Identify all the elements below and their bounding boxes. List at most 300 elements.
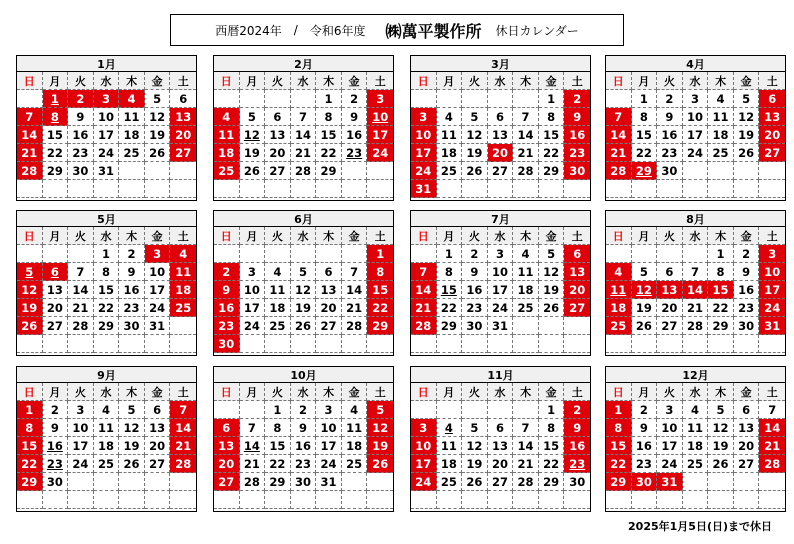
month-title: 4月 bbox=[606, 56, 785, 72]
day-cell bbox=[462, 455, 488, 473]
empty-cell bbox=[437, 180, 463, 198]
weekday-header: 日 bbox=[214, 72, 240, 90]
day-cell bbox=[462, 126, 488, 144]
month-day-grid bbox=[411, 383, 590, 509]
day-number: 27 bbox=[218, 474, 235, 489]
day-number: 10 bbox=[415, 438, 432, 453]
empty-cell bbox=[606, 491, 632, 509]
day-cell bbox=[564, 126, 590, 144]
empty-cell bbox=[759, 180, 785, 198]
day-number: 26 bbox=[738, 145, 755, 160]
weekday-header: 水 bbox=[291, 383, 317, 401]
day-number: 30 bbox=[218, 336, 235, 351]
day-cell bbox=[411, 281, 437, 299]
day-number: 28 bbox=[243, 474, 260, 489]
day-number: 23 bbox=[738, 300, 755, 315]
day-number: 19 bbox=[543, 282, 560, 297]
weekday-header: 土 bbox=[170, 383, 196, 401]
weekday-header: 日 bbox=[411, 227, 437, 245]
day-number: 9 bbox=[470, 264, 479, 279]
day-number: 15 bbox=[635, 127, 652, 142]
empty-cell bbox=[683, 473, 709, 491]
day-number: 7 bbox=[298, 109, 307, 124]
day-number: 29 bbox=[269, 474, 286, 489]
day-number: 24 bbox=[72, 456, 89, 471]
day-cell bbox=[214, 126, 240, 144]
day-number: 13 bbox=[491, 438, 508, 453]
day-number: 20 bbox=[149, 438, 166, 453]
day-number: 9 bbox=[573, 420, 582, 435]
day-cell bbox=[513, 126, 539, 144]
day-number: 18 bbox=[610, 300, 627, 315]
month-day-grid bbox=[214, 383, 393, 509]
empty-cell bbox=[240, 491, 266, 509]
day-number: 28 bbox=[517, 163, 534, 178]
day-cell bbox=[734, 455, 760, 473]
day-cell bbox=[488, 263, 514, 281]
day-cell bbox=[437, 299, 463, 317]
day-number: 2 bbox=[127, 246, 136, 261]
empty-cell bbox=[145, 180, 171, 198]
day-number: 25 bbox=[123, 145, 140, 160]
day-number: 7 bbox=[25, 109, 34, 124]
day-number: 19 bbox=[123, 438, 140, 453]
day-number: 19 bbox=[635, 300, 652, 315]
day-cell bbox=[43, 473, 69, 491]
day-cell bbox=[632, 281, 658, 299]
day-number: 9 bbox=[50, 420, 59, 435]
day-cell bbox=[342, 90, 368, 108]
day-cell bbox=[539, 126, 565, 144]
day-number: 27 bbox=[491, 474, 508, 489]
day-cell bbox=[632, 473, 658, 491]
day-cell bbox=[606, 299, 632, 317]
empty-cell bbox=[119, 335, 145, 353]
day-number: 28 bbox=[415, 318, 432, 333]
empty-cell bbox=[462, 180, 488, 198]
day-cell bbox=[539, 144, 565, 162]
weekday-header: 日 bbox=[606, 72, 632, 90]
day-number: 17 bbox=[415, 456, 432, 471]
day-number: 21 bbox=[764, 438, 781, 453]
day-cell bbox=[43, 281, 69, 299]
day-cell bbox=[437, 144, 463, 162]
day-cell bbox=[43, 455, 69, 473]
weekday-header: 金 bbox=[539, 227, 565, 245]
day-number: 16 bbox=[294, 438, 311, 453]
day-number: 9 bbox=[665, 109, 674, 124]
day-cell bbox=[68, 299, 94, 317]
day-cell bbox=[119, 90, 145, 108]
day-number: 13 bbox=[661, 282, 678, 297]
weekday-header: 月 bbox=[240, 72, 266, 90]
day-cell bbox=[437, 126, 463, 144]
empty-cell bbox=[265, 245, 291, 263]
day-cell bbox=[462, 263, 488, 281]
day-number: 13 bbox=[491, 127, 508, 142]
month-day-grid bbox=[411, 72, 590, 198]
day-number: 17 bbox=[415, 145, 432, 160]
day-number: 25 bbox=[610, 318, 627, 333]
day-cell bbox=[170, 90, 196, 108]
month-calendar bbox=[605, 55, 786, 201]
day-cell bbox=[657, 108, 683, 126]
empty-cell bbox=[94, 473, 120, 491]
empty-cell bbox=[240, 401, 266, 419]
month-day-grid bbox=[17, 383, 196, 509]
empty-cell bbox=[488, 180, 514, 198]
day-cell bbox=[265, 401, 291, 419]
day-cell bbox=[539, 455, 565, 473]
day-cell bbox=[265, 473, 291, 491]
empty-cell bbox=[606, 245, 632, 263]
day-cell bbox=[68, 455, 94, 473]
day-number: 11 bbox=[440, 438, 457, 453]
day-number: 23 bbox=[123, 300, 140, 315]
weekday-header: 水 bbox=[291, 227, 317, 245]
day-number: 4 bbox=[716, 91, 725, 106]
month-day-grid bbox=[17, 227, 196, 353]
day-number: 14 bbox=[517, 127, 534, 142]
day-cell bbox=[683, 299, 709, 317]
weekday-header: 水 bbox=[488, 72, 514, 90]
day-number: 14 bbox=[517, 438, 534, 453]
day-cell bbox=[462, 144, 488, 162]
day-number: 7 bbox=[690, 264, 699, 279]
empty-cell bbox=[734, 491, 760, 509]
empty-cell bbox=[170, 491, 196, 509]
day-number: 24 bbox=[686, 145, 703, 160]
day-cell bbox=[367, 317, 393, 335]
day-number: 1 bbox=[639, 91, 648, 106]
day-cell bbox=[513, 281, 539, 299]
day-cell bbox=[606, 437, 632, 455]
day-cell bbox=[342, 299, 368, 317]
empty-cell bbox=[564, 335, 590, 353]
day-cell bbox=[68, 162, 94, 180]
day-cell bbox=[94, 108, 120, 126]
day-cell bbox=[43, 419, 69, 437]
day-number: 25 bbox=[686, 456, 703, 471]
day-number: 3 bbox=[419, 420, 428, 435]
day-cell bbox=[17, 108, 43, 126]
day-cell bbox=[43, 126, 69, 144]
day-cell bbox=[17, 455, 43, 473]
weekday-header: 土 bbox=[367, 227, 393, 245]
day-number: 18 bbox=[517, 282, 534, 297]
day-number: 19 bbox=[294, 300, 311, 315]
day-cell bbox=[265, 108, 291, 126]
day-cell bbox=[488, 162, 514, 180]
day-cell bbox=[265, 144, 291, 162]
day-number: 14 bbox=[294, 127, 311, 142]
day-cell bbox=[539, 473, 565, 491]
day-number: 30 bbox=[569, 163, 586, 178]
day-number: 15 bbox=[21, 438, 38, 453]
day-number: 5 bbox=[716, 402, 725, 417]
calendar-title bbox=[170, 14, 624, 46]
day-number: 13 bbox=[738, 420, 755, 435]
day-cell bbox=[240, 299, 266, 317]
day-cell bbox=[94, 144, 120, 162]
day-cell bbox=[564, 245, 590, 263]
day-number: 19 bbox=[466, 456, 483, 471]
day-number: 15 bbox=[543, 127, 560, 142]
weekday-header: 木 bbox=[316, 72, 342, 90]
day-number: 13 bbox=[569, 264, 586, 279]
empty-cell bbox=[411, 245, 437, 263]
day-cell bbox=[145, 455, 171, 473]
day-number: 2 bbox=[573, 91, 582, 106]
day-number: 8 bbox=[614, 420, 623, 435]
day-number: 27 bbox=[175, 145, 192, 160]
empty-cell bbox=[513, 180, 539, 198]
weekday-header: 火 bbox=[265, 383, 291, 401]
empty-cell bbox=[683, 180, 709, 198]
weekday-header: 月 bbox=[632, 383, 658, 401]
weekday-header: 金 bbox=[539, 383, 565, 401]
day-number: 9 bbox=[76, 109, 85, 124]
empty-cell bbox=[539, 335, 565, 353]
weekday-header: 日 bbox=[17, 72, 43, 90]
day-cell bbox=[564, 162, 590, 180]
day-cell bbox=[94, 90, 120, 108]
day-cell bbox=[43, 144, 69, 162]
day-cell bbox=[342, 108, 368, 126]
weekday-header: 月 bbox=[632, 227, 658, 245]
day-number: 25 bbox=[269, 318, 286, 333]
day-cell bbox=[708, 90, 734, 108]
day-cell bbox=[68, 419, 94, 437]
day-cell bbox=[683, 281, 709, 299]
day-cell bbox=[411, 437, 437, 455]
day-number: 2 bbox=[50, 402, 59, 417]
day-cell bbox=[291, 299, 317, 317]
weekday-header: 木 bbox=[513, 383, 539, 401]
weekday-header: 水 bbox=[683, 383, 709, 401]
day-number: 10 bbox=[372, 109, 389, 124]
day-cell bbox=[367, 401, 393, 419]
day-cell bbox=[539, 299, 565, 317]
day-cell bbox=[170, 437, 196, 455]
day-cell bbox=[683, 419, 709, 437]
empty-cell bbox=[759, 473, 785, 491]
japanese-fiscal-year: 令和6年度 bbox=[309, 23, 366, 38]
day-number: 6 bbox=[665, 264, 674, 279]
weekday-header: 月 bbox=[43, 72, 69, 90]
day-cell bbox=[657, 473, 683, 491]
day-number: 22 bbox=[635, 145, 652, 160]
weekday-header: 金 bbox=[145, 227, 171, 245]
day-cell bbox=[657, 144, 683, 162]
day-number: 22 bbox=[712, 300, 729, 315]
day-number: 1 bbox=[25, 402, 34, 417]
day-number: 8 bbox=[547, 420, 556, 435]
day-number: 22 bbox=[97, 300, 114, 315]
day-cell bbox=[265, 455, 291, 473]
day-number: 6 bbox=[50, 264, 59, 279]
weekday-header: 月 bbox=[240, 383, 266, 401]
weekday-header: 火 bbox=[462, 72, 488, 90]
weekday-header: 月 bbox=[437, 383, 463, 401]
day-number: 16 bbox=[466, 282, 483, 297]
day-cell bbox=[316, 126, 342, 144]
day-cell bbox=[708, 401, 734, 419]
day-number: 27 bbox=[491, 163, 508, 178]
empty-cell bbox=[759, 491, 785, 509]
day-cell bbox=[657, 419, 683, 437]
weekday-header: 金 bbox=[734, 227, 760, 245]
day-number: 18 bbox=[440, 456, 457, 471]
day-cell bbox=[632, 419, 658, 437]
day-cell bbox=[94, 437, 120, 455]
day-number: 14 bbox=[72, 282, 89, 297]
day-cell bbox=[488, 317, 514, 335]
weekday-header: 木 bbox=[513, 227, 539, 245]
weekday-header: 金 bbox=[539, 72, 565, 90]
day-number: 10 bbox=[97, 109, 114, 124]
day-number: 1 bbox=[273, 402, 282, 417]
day-cell bbox=[240, 281, 266, 299]
day-number: 26 bbox=[149, 145, 166, 160]
day-cell bbox=[759, 299, 785, 317]
weekday-header: 月 bbox=[43, 383, 69, 401]
month-calendar bbox=[213, 210, 394, 356]
month-calendar bbox=[410, 55, 591, 201]
empty-cell bbox=[606, 90, 632, 108]
day-cell bbox=[657, 401, 683, 419]
day-cell bbox=[606, 126, 632, 144]
day-number: 4 bbox=[222, 109, 231, 124]
day-number: 1 bbox=[547, 402, 556, 417]
day-number: 5 bbox=[639, 264, 648, 279]
day-cell bbox=[316, 401, 342, 419]
day-cell bbox=[488, 437, 514, 455]
weekday-header: 金 bbox=[342, 227, 368, 245]
month-title: 1月 bbox=[17, 56, 196, 72]
day-cell bbox=[170, 299, 196, 317]
day-number: 14 bbox=[686, 282, 703, 297]
day-number: 8 bbox=[273, 420, 282, 435]
day-number: 11 bbox=[123, 109, 140, 124]
empty-cell bbox=[462, 90, 488, 108]
day-number: 9 bbox=[298, 420, 307, 435]
day-number: 28 bbox=[294, 163, 311, 178]
day-cell bbox=[265, 419, 291, 437]
day-cell bbox=[759, 144, 785, 162]
day-cell bbox=[170, 245, 196, 263]
day-number: 15 bbox=[320, 127, 337, 142]
day-number: 29 bbox=[440, 318, 457, 333]
month-title: 5月 bbox=[17, 211, 196, 227]
weekday-header: 火 bbox=[265, 72, 291, 90]
day-number: 10 bbox=[764, 264, 781, 279]
day-cell bbox=[632, 126, 658, 144]
day-number: 4 bbox=[273, 264, 282, 279]
day-number: 6 bbox=[324, 264, 333, 279]
empty-cell bbox=[683, 245, 709, 263]
empty-cell bbox=[43, 245, 69, 263]
day-cell bbox=[342, 419, 368, 437]
month-calendar bbox=[16, 366, 197, 512]
day-cell bbox=[214, 473, 240, 491]
day-cell bbox=[564, 263, 590, 281]
day-number: 25 bbox=[517, 300, 534, 315]
month-calendar bbox=[213, 366, 394, 512]
day-number: 30 bbox=[569, 474, 586, 489]
day-number: 1 bbox=[324, 91, 333, 106]
empty-cell bbox=[539, 317, 565, 335]
weekday-header: 金 bbox=[734, 383, 760, 401]
empty-cell bbox=[291, 245, 317, 263]
day-cell bbox=[437, 108, 463, 126]
day-cell bbox=[606, 455, 632, 473]
weekday-header: 日 bbox=[214, 383, 240, 401]
day-cell bbox=[214, 419, 240, 437]
month-title: 10月 bbox=[214, 367, 393, 383]
day-cell bbox=[291, 455, 317, 473]
day-number: 22 bbox=[610, 456, 627, 471]
day-number: 31 bbox=[415, 181, 432, 196]
weekday-header: 土 bbox=[564, 72, 590, 90]
day-cell bbox=[657, 455, 683, 473]
empty-cell bbox=[657, 180, 683, 198]
empty-cell bbox=[367, 180, 393, 198]
day-number: 30 bbox=[46, 474, 63, 489]
empty-cell bbox=[94, 335, 120, 353]
day-cell bbox=[316, 263, 342, 281]
day-number: 28 bbox=[21, 163, 38, 178]
month-day-grid bbox=[17, 72, 196, 198]
day-cell bbox=[513, 437, 539, 455]
empty-cell bbox=[488, 491, 514, 509]
empty-cell bbox=[437, 90, 463, 108]
day-number: 29 bbox=[372, 318, 389, 333]
empty-cell bbox=[170, 335, 196, 353]
empty-cell bbox=[214, 491, 240, 509]
day-cell bbox=[68, 90, 94, 108]
day-cell bbox=[411, 263, 437, 281]
weekday-header: 水 bbox=[94, 72, 120, 90]
day-number: 23 bbox=[569, 145, 586, 160]
day-cell bbox=[657, 437, 683, 455]
day-cell bbox=[734, 401, 760, 419]
month-title: 6月 bbox=[214, 211, 393, 227]
day-number: 22 bbox=[372, 300, 389, 315]
day-number: 7 bbox=[350, 264, 359, 279]
empty-cell bbox=[17, 245, 43, 263]
day-cell bbox=[316, 144, 342, 162]
day-number: 21 bbox=[72, 300, 89, 315]
empty-cell bbox=[145, 335, 171, 353]
day-cell bbox=[411, 317, 437, 335]
day-cell bbox=[170, 126, 196, 144]
day-cell bbox=[411, 108, 437, 126]
day-number: 21 bbox=[610, 145, 627, 160]
day-cell bbox=[342, 263, 368, 281]
day-cell bbox=[68, 437, 94, 455]
day-cell bbox=[437, 437, 463, 455]
day-number: 15 bbox=[712, 282, 729, 297]
day-number: 9 bbox=[639, 420, 648, 435]
day-number: 7 bbox=[768, 402, 777, 417]
day-cell bbox=[265, 281, 291, 299]
day-cell bbox=[606, 401, 632, 419]
day-number: 1 bbox=[101, 246, 110, 261]
weekday-header: 日 bbox=[17, 227, 43, 245]
day-cell bbox=[708, 245, 734, 263]
day-number: 24 bbox=[320, 456, 337, 471]
